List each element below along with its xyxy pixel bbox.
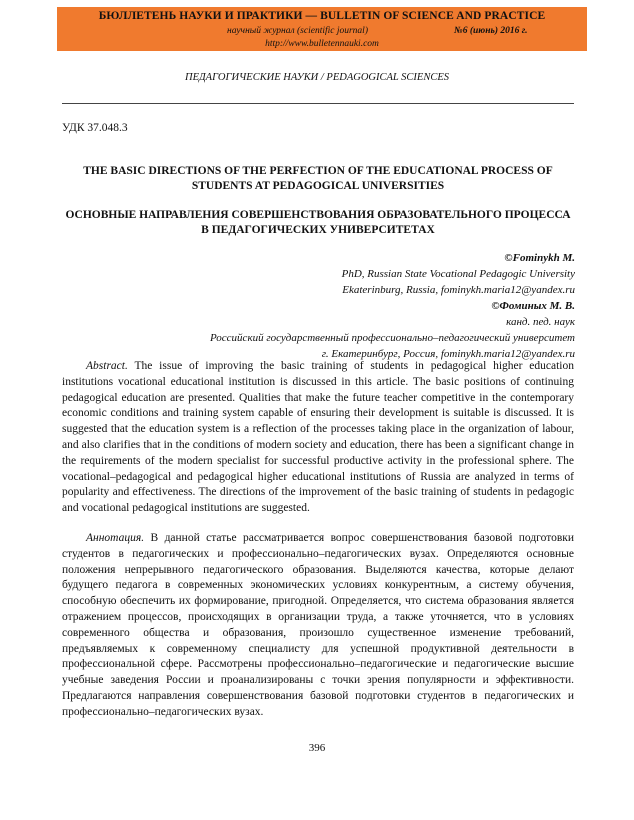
journal-title: БЮЛЛЕТЕНЬ НАУКИ И ПРАКТИКИ — BULLETIN OF SCIENCE AND PRACTICE xyxy=(98,10,546,22)
author-degree-ru: канд. пед. наук xyxy=(506,316,575,328)
author-location-en: Ekaterinburg, Russia, fominykh.maria12@yandex.ru xyxy=(342,284,575,296)
abstract-label: Abstract. xyxy=(86,360,128,372)
udk-code: УДК 37.048.3 xyxy=(62,122,128,134)
annotation-paragraph xyxy=(62,531,574,721)
journal-banner xyxy=(57,7,587,51)
author-affiliation-ru: Российский государственный профессионально–педагогический университет xyxy=(209,332,575,344)
author-name-ru: ©Фоминых М. В. xyxy=(491,300,575,312)
author-location-ru: г. Екатеринбург, Россия, fominykh.maria12@yandex.ru xyxy=(321,348,575,360)
section-heading: ПЕДАГОГИЧЕСКИЕ НАУКИ / PEDAGOGICAL SCIENCES xyxy=(184,72,450,83)
abstract-text: The issue of improving the basic training of students in pedagogical higher education institutions vocational educational institution is discussed in this article. The basic positions of continuing pedagogical education are presented. Qualities that make the future teacher competitive in the contemporary economic conditions and training system capable of ensuring their development is suitable is discussed. It is suggested that the education system is a reflection of the processes taking place in the organization of labour, and also clarifies that in the conditions of modern society and education, there has been a significant change in the requirements of the modern specialist for successful productive activity in the professional sphere. The vocational–pedagogical and pedagogical higher educational institutions of Russia are analyzed in terms of popularity and effectiveness. The directions of the improvement of the basic training of students in pedagogic and vocational pedagogical institutions are suggested. xyxy=(62,360,574,515)
annotation-text: В данной статье рассматривается вопрос совершенствования базовой подготовки студентов в педагогических и профессионально–педагогических вузах. Определяются основные положения непрерывного педагогического образования. Выделяются качества, которые делают будущего педагога в современных экономических условиях конкурентным, а систему обучения, способную обеспечить их формирование, пригодной. Определяется, что система образования является отражением процессов, происходящих в организации труда, а также уточняется, что в условиях современного общества и образования, произошло существенное изменение требований, предъявляемых к современному специалисту для успешной продуктивной деятельности в профессиональной сфере. Рассмотрены профессионально–педагогические и педагогические высшие учебные заведения России и проанализированы с точки зрения популярности и эффективности. Предлагаются направления совершенствования базовой подготовки студентов в педагогических и профессионально–педагогических вузах. xyxy=(62,532,574,718)
page-number: 396 xyxy=(308,742,326,754)
journal-type: научный журнал (scientific journal) xyxy=(227,26,368,36)
header-divider xyxy=(62,103,574,104)
author-affiliation-en: PhD, Russian State Vocational Pedagogic University xyxy=(341,268,575,280)
title-russian: ОСНОВНЫЕ НАПРАВЛЕНИЯ СОВЕРШЕНСТВОВАНИЯ ОБРАЗОВАТЕЛЬНОГО ПРОЦЕССА В ПЕДАГОГИЧЕСКИХ УНИВЕРСИТЕТАХ xyxy=(65,209,571,236)
journal-url[interactable]: http://www.bulletennauki.com xyxy=(265,39,379,49)
author-name-en: ©Fominykh M. xyxy=(504,252,575,264)
abstract-paragraph xyxy=(62,359,574,517)
annotation-label: Аннотация. xyxy=(86,532,145,544)
title-english: THE BASIC DIRECTIONS OF THE PERFECTION OF THE EDUCATIONAL PROCESS OF STUDENTS AT PEDAGOGICAL UNIVERSITIES xyxy=(83,165,553,192)
journal-issue: №6 (июнь) 2016 г. xyxy=(454,26,528,36)
